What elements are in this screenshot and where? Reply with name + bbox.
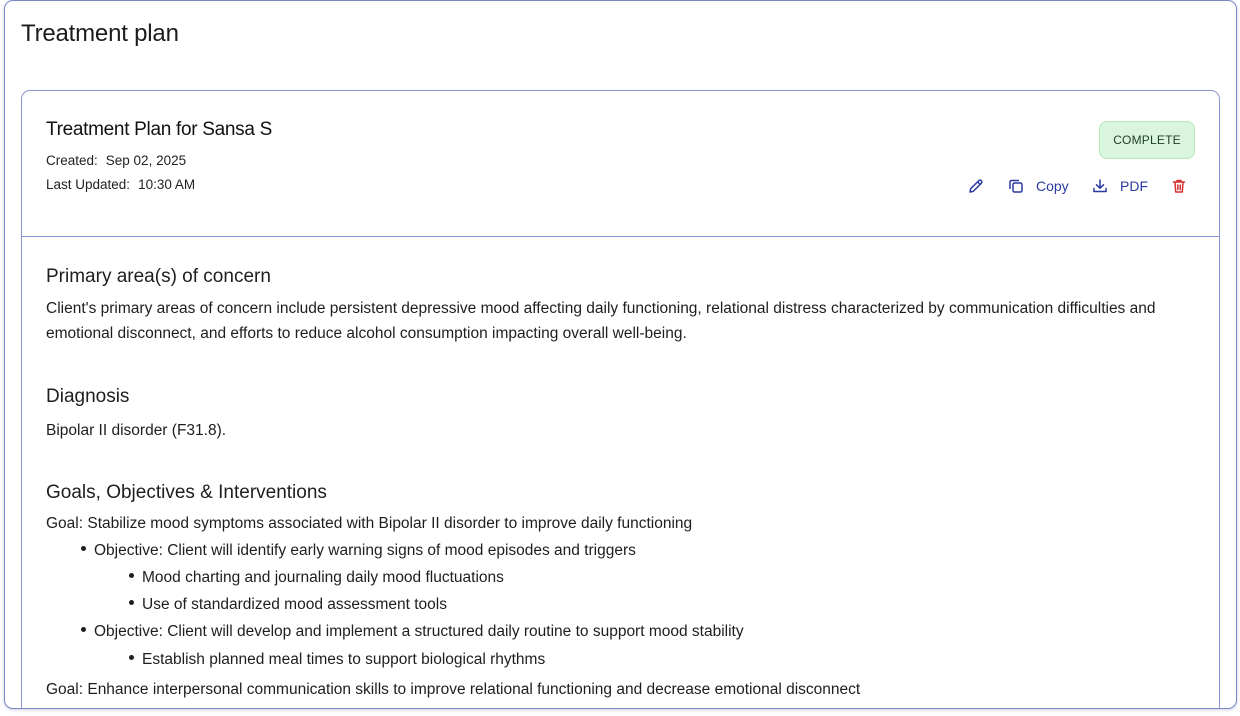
bullet-icon <box>129 600 134 605</box>
copy-icon <box>1007 177 1025 195</box>
diagnosis-heading: Diagnosis <box>46 386 130 407</box>
treatment-plan-card <box>21 90 1220 709</box>
intervention-text: Establish planned meal times to support biological rhythms <box>142 651 546 668</box>
diagnosis-text: Bipolar II disorder (F31.8). <box>46 422 227 439</box>
goal-item <box>46 515 692 533</box>
created-row <box>46 153 186 168</box>
goal-item <box>46 681 860 699</box>
intervention-item <box>129 569 504 587</box>
delete-button[interactable] <box>1170 177 1188 195</box>
intervention-text: Mood charting and journaling daily mood fluctuations <box>142 569 504 586</box>
objective-item <box>81 623 744 641</box>
objective-text: Objective: Client will identify early warning signs of mood episodes and triggers <box>94 542 636 559</box>
download-icon <box>1091 177 1109 195</box>
goal-text: Goal: Enhance interpersonal communication skills to improve relational functioning and decrease emotional disconnect <box>46 681 861 698</box>
bullet-icon <box>129 655 134 660</box>
intervention-item <box>129 651 545 669</box>
edit-button[interactable] <box>967 177 985 195</box>
last-updated-time: 10:30 AM <box>138 177 196 192</box>
card-header <box>22 91 1219 237</box>
objective-item <box>81 542 636 560</box>
page-title: Treatment plan <box>21 20 179 47</box>
bullet-icon <box>81 627 86 632</box>
last-updated-label: Last Updated: <box>46 177 131 192</box>
pdf-label: PDF <box>1120 178 1148 194</box>
pencil-icon <box>967 177 985 195</box>
intervention-text: Use of standardized mood assessment tools <box>142 596 447 613</box>
plan-title: Treatment Plan for Sansa S <box>46 119 272 140</box>
goal-text: Goal: Stabilize mood symptoms associated with Bipolar II disorder to improve daily functioning <box>46 515 693 532</box>
bullet-icon <box>81 546 86 551</box>
intervention-item <box>129 596 447 614</box>
concern-heading: Primary area(s) of concern <box>46 266 271 287</box>
plan-actions <box>22 177 1219 199</box>
treatment-plan-panel <box>4 0 1237 709</box>
goals-heading: Goals, Objectives & Interventions <box>46 482 327 503</box>
concern-text: Client's primary areas of concern include persistent depressive mood affecting daily functioning, relational distress characterized by communication difficulties and emotional disconnect, and efforts to reduce alcohol consumption impacting overall well-being. <box>46 300 1156 342</box>
download-pdf-button[interactable] <box>1091 177 1148 195</box>
trash-icon <box>1170 177 1188 195</box>
created-label: Created: <box>46 153 98 168</box>
created-date: Sep 02, 2025 <box>105 153 187 168</box>
copy-label: Copy <box>1036 178 1069 194</box>
bullet-icon <box>129 573 134 578</box>
objective-text: Objective: Client will develop and implement a structured daily routine to support mood stability <box>94 623 744 640</box>
status-badge: COMPLETE <box>1099 121 1195 159</box>
copy-button[interactable] <box>1007 177 1069 195</box>
